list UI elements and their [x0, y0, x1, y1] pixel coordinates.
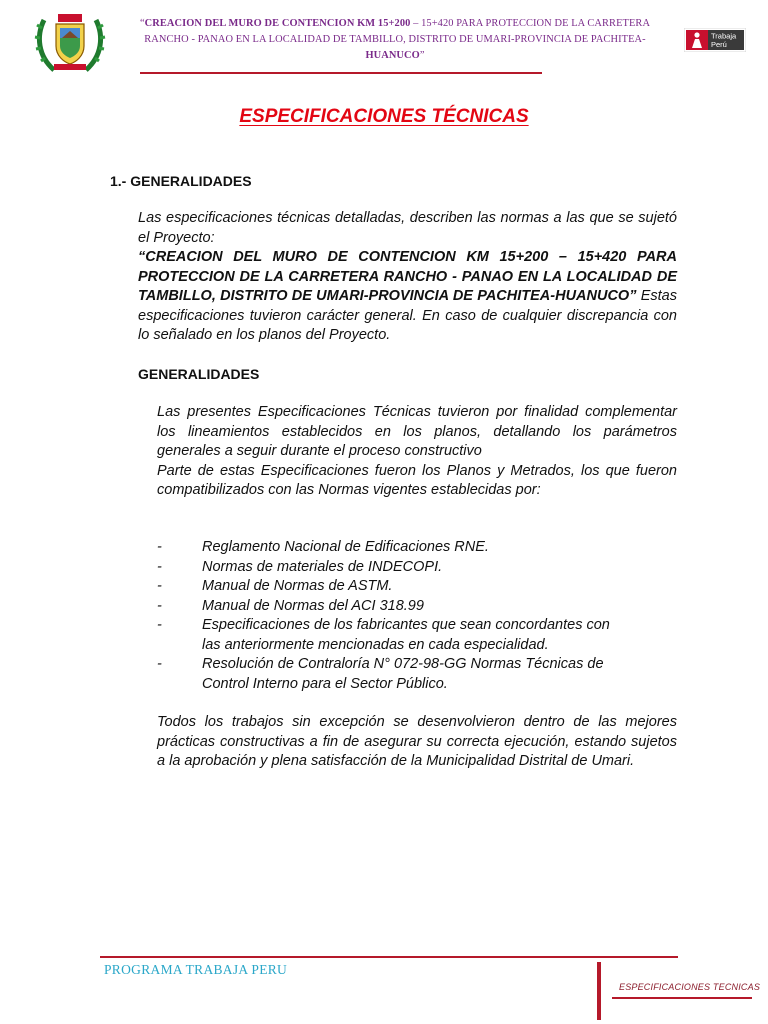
- header-open-quote: “: [139, 18, 145, 29]
- list-dash: -: [157, 578, 162, 594]
- list-dash: -: [157, 558, 162, 575]
- intro-text: Las especificaciones técnicas detalladas, describen las normas a las que se sujetó el Proyecto:: [138, 210, 677, 246]
- subsection-heading-generalidades: GENERALIDADES: [138, 366, 260, 382]
- document-title: ESPECIFICACIONES TÉCNICAS: [239, 106, 529, 127]
- list-item: [157, 577, 677, 597]
- trabaja-peru-logo: [684, 28, 746, 52]
- list-item-text: Especificaciones de los fabricantes que sean concordantes con las anteriormente mencionadas en cada especialidad.: [202, 617, 610, 653]
- project-name: “CREACION DEL MURO DE CONTENCION KM 15+200 – 15+420 PARA PROTECCION DE LA CARRETERA RANCHO - PANAO EN LA LOCALIDAD DE TAMBILLO, DISTRITO DE UMARI-PROVINCIA DE PACHITEA-HUANUCO”: [138, 249, 677, 304]
- list-item: [157, 558, 677, 578]
- list-item: [157, 538, 677, 558]
- generalidades-paragraph: [157, 403, 677, 501]
- intro-paragraph: [138, 209, 677, 346]
- municipal-crest-logo: [34, 10, 106, 78]
- closing-paragraph: Todos los trabajos sin excepción se desenvolvieron dentro de las mejores prácticas constructivas a fin de asegurar su correcta ejecución, estando sujetos a la aprobación y plena satisfacción de la Municipalidad Distrital de Umari.: [157, 714, 677, 769]
- list-item: [157, 655, 677, 694]
- header-divider: [140, 72, 542, 74]
- list-dash: -: [157, 617, 162, 633]
- header-project-title: [130, 16, 660, 64]
- list-dash: -: [157, 539, 162, 555]
- list-dash: -: [157, 656, 162, 672]
- header-title-rest: – 15+420 PARA PROTECCION DE LA CARRETERA RANCHO - PANAO EN LA LOCALIDAD DE TAMBILLO, DISTRITO DE UMARI-PROVINCIA DE PACHITEA-: [144, 18, 651, 45]
- footer-right-divider: [612, 997, 752, 999]
- list-item-text: Reglamento Nacional de Edificaciones RNE.: [202, 539, 489, 555]
- header-title-tail: HUANUCO: [365, 50, 420, 61]
- list-item: [157, 616, 677, 655]
- list-item-text: Resolución de Contraloría N° 072-98-GG Normas Técnicas de Control Interno para el Sector Público.: [202, 656, 604, 692]
- list-dash: -: [157, 597, 162, 614]
- logo-text-1: Trabaja: [711, 31, 737, 41]
- header-close-quote: ”: [419, 50, 425, 61]
- list-item-text: Normas de materiales de INDECOPI.: [202, 558, 443, 575]
- section-heading-generalidades: 1.- GENERALIDADES: [110, 173, 252, 189]
- footer-section-name: ESPECIFICACIONES TECNICAS: [619, 982, 761, 992]
- footer-divider: [100, 956, 678, 958]
- header-title-bold: CREACION DEL MURO DE CONTENCION KM 15+200: [144, 18, 411, 29]
- paragraph-1: Las presentes Especificaciones Técnicas tuvieron por finalidad complementar los lineamientos establecidos en los planos, detallando los parámetros generales a seguir durante el proceso constructivo: [157, 404, 677, 459]
- list-item-text: Manual de Normas del ACI 318.99: [202, 597, 424, 614]
- footer-program-name: PROGRAMA TRABAJA PERU: [104, 962, 288, 977]
- paragraph-2: Parte de estas Especificaciones fueron los Planos y Metrados, los que fueron compatibilizados con las Normas vigentes establecidas por:: [157, 462, 677, 498]
- list-item: [157, 597, 677, 617]
- list-item-text: Manual de Normas de ASTM.: [202, 578, 393, 594]
- footer-vertical-bar: [597, 962, 601, 1020]
- norms-list: [157, 538, 677, 694]
- logo-text-2: Perú: [711, 40, 727, 49]
- project-tail: Estas especificaciones tuvieron carácter general. En caso de cualquier discrepancia con lo señalado en los planos del Proyecto.: [138, 288, 677, 343]
